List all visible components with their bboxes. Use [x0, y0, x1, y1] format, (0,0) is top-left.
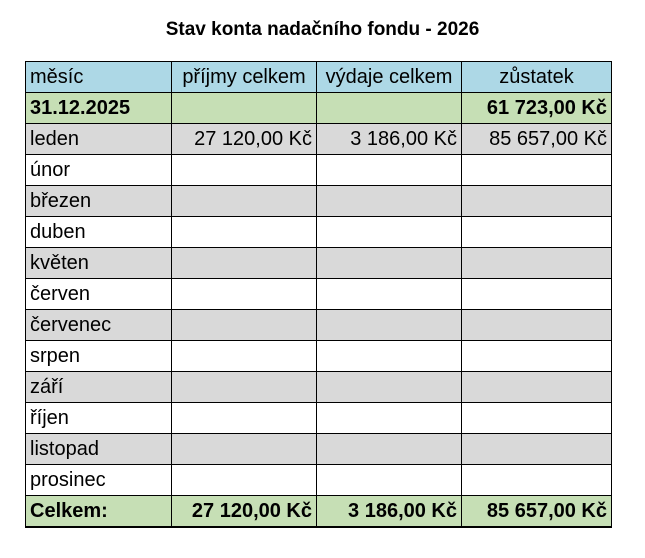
month-cell: únor — [26, 155, 172, 186]
table-row — [26, 434, 612, 465]
total-income: 27 120,00 Kč — [172, 496, 317, 528]
expense-cell — [317, 465, 462, 496]
header-row — [26, 62, 612, 93]
expense-cell — [317, 186, 462, 217]
income-cell — [172, 155, 317, 186]
header-month: měsíc — [26, 62, 172, 93]
total-label: Celkem: — [26, 496, 172, 528]
header-income: příjmy celkem — [172, 62, 317, 93]
balance-cell — [462, 434, 612, 465]
expense-cell — [317, 403, 462, 434]
income-cell — [172, 217, 317, 248]
balance-cell — [462, 279, 612, 310]
table-row — [26, 310, 612, 341]
expense-cell — [317, 248, 462, 279]
table-row — [26, 124, 612, 155]
income-cell — [172, 186, 317, 217]
balance-cell — [462, 155, 612, 186]
table-row — [26, 341, 612, 372]
expense-cell — [317, 310, 462, 341]
header-balance: zůstatek — [462, 62, 612, 93]
income-cell — [172, 465, 317, 496]
income-cell — [172, 310, 317, 341]
page-title: Stav konta nadačního fondu - 2026 — [165, 19, 480, 40]
table-row — [26, 403, 612, 434]
balance-cell — [462, 403, 612, 434]
total-row — [26, 496, 612, 528]
expense-cell — [317, 341, 462, 372]
month-cell: září — [26, 372, 172, 403]
month-cell: březen — [26, 186, 172, 217]
table-row — [26, 186, 612, 217]
table-row — [26, 217, 612, 248]
fund-balance-table — [25, 61, 612, 528]
income-cell — [172, 403, 317, 434]
table-row — [26, 279, 612, 310]
income-cell — [172, 372, 317, 403]
month-cell: srpen — [26, 341, 172, 372]
month-cell: říjen — [26, 403, 172, 434]
month-cell: listopad — [26, 434, 172, 465]
total-expense: 3 186,00 Kč — [317, 496, 462, 528]
income-cell — [172, 279, 317, 310]
month-cell: květen — [26, 248, 172, 279]
expense-cell: 3 186,00 Kč — [317, 124, 462, 155]
month-cell: duben — [26, 217, 172, 248]
table-row — [26, 155, 612, 186]
month-cell: červen — [26, 279, 172, 310]
income-cell: 27 120,00 Kč — [172, 124, 317, 155]
income-cell — [172, 248, 317, 279]
total-balance: 85 657,00 Kč — [462, 496, 612, 528]
table-row — [26, 248, 612, 279]
balance-cell — [462, 217, 612, 248]
month-cell: leden — [26, 124, 172, 155]
month-cell: červenec — [26, 310, 172, 341]
opening-date: 31.12.2025 — [26, 93, 172, 124]
expense-cell — [317, 434, 462, 465]
expense-cell — [317, 372, 462, 403]
opening-income — [172, 93, 317, 124]
balance-cell — [462, 248, 612, 279]
expense-cell — [317, 155, 462, 186]
header-expense: výdaje celkem — [317, 62, 462, 93]
balance-cell — [462, 186, 612, 217]
balance-cell — [462, 372, 612, 403]
balance-cell — [462, 341, 612, 372]
balance-cell — [462, 310, 612, 341]
expense-cell — [317, 217, 462, 248]
table-row — [26, 465, 612, 496]
month-cell: prosinec — [26, 465, 172, 496]
balance-cell — [462, 465, 612, 496]
balance-cell: 85 657,00 Kč — [462, 124, 612, 155]
opening-expense — [317, 93, 462, 124]
table-row — [26, 372, 612, 403]
opening-balance-row — [26, 93, 612, 124]
opening-balance: 61 723,00 Kč — [462, 93, 612, 124]
income-cell — [172, 341, 317, 372]
income-cell — [172, 434, 317, 465]
expense-cell — [317, 279, 462, 310]
